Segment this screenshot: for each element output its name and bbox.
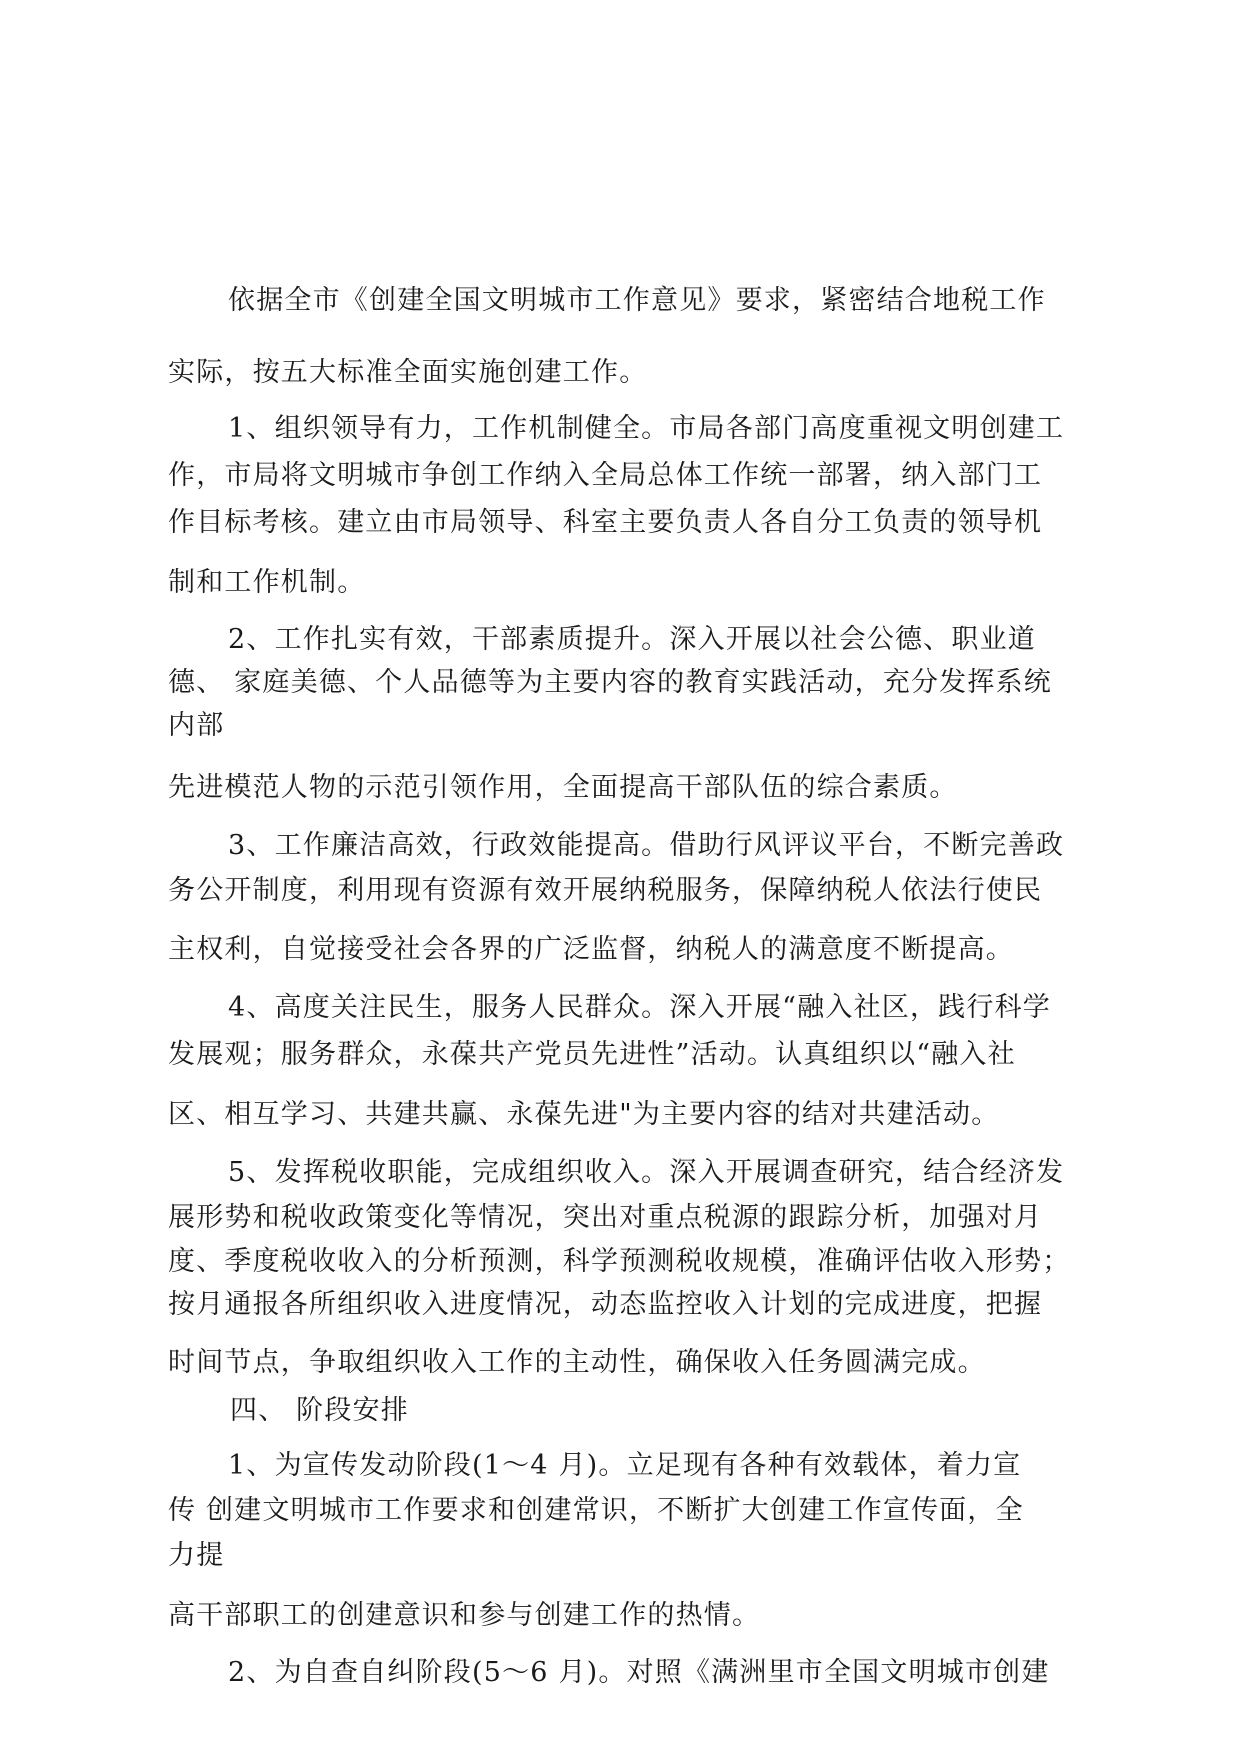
- paragraph-line: 1、为宣传发动阶段(1～4 月)。立足现有各种有效载体，着力宣: [228, 1450, 1022, 1481]
- paragraph-line: 务公开制度，利用现有资源有效开展纳税服务，保障纳税人依法行使民: [168, 875, 1043, 906]
- paragraph-line: 高干部职工的创建意识和参与创建工作的热情。: [168, 1600, 761, 1631]
- paragraph-line: 1、组织领导有力，工作机制健全。市局各部门高度重视文明创建工: [228, 413, 1065, 444]
- paragraph-line: 依据全市《创建全国文明城市工作意见》要求，紧密结合地税工作: [228, 285, 1046, 316]
- paragraph-line: 展形势和税收政策变化等情况，突出对重点税源的跟踪分析，加强对月: [168, 1202, 1043, 1233]
- paragraph-line: 时间节点，争取组织收入工作的主动性，确保收入任务圆满完成。: [168, 1347, 986, 1378]
- paragraph-line: 按月通报各所组织收入进度情况，动态监控收入计划的完成进度，把握: [168, 1289, 1043, 1320]
- paragraph-line: 度、季度税收收入的分析预测，科学预测税收规模，准确评估收入形势；: [168, 1246, 1071, 1277]
- section-heading: 四、 阶段安排: [230, 1395, 409, 1426]
- paragraph-line: 发展观；服务群众，永葆共产党员先进性”活动。认真组织以“融入社: [168, 1039, 1016, 1070]
- paragraph-line: 2、工作扎实有效，干部素质提升。深入开展以社会公德、职业道: [228, 624, 1036, 655]
- paragraph-line: 作，市局将文明城市争创工作纳入全局总体工作统一部署，纳入部门工: [168, 460, 1043, 491]
- paragraph-line: 5、发挥税收职能，完成组织收入。深入开展调查研究，结合经济发: [228, 1157, 1065, 1188]
- paragraph-line: 传 创建文明城市工作要求和创建常识，不断扩大创建工作宣传面，全: [168, 1495, 1024, 1526]
- paragraph-line: 主权利，自觉接受社会各界的广泛监督，纳税人的满意度不断提高。: [168, 934, 1014, 965]
- paragraph-line: 先进模范人物的示范引领作用，全面提高干部队伍的综合素质。: [168, 772, 958, 803]
- paragraph-line: 区、相互学习、共建共赢、永葆先进"为主要内容的结对共建活动。: [168, 1099, 1000, 1130]
- paragraph-line: 3、工作廉洁高效，行政效能提高。借助行风评议平台，不断完善政: [228, 830, 1065, 861]
- paragraph-line: 4、高度关注民生，服务人民群众。深入开展“融入社区，践行科学: [228, 992, 1051, 1023]
- paragraph-line: 内部: [168, 710, 225, 741]
- paragraph-line: 作目标考核。建立由市局领导、科室主要负责人各自分工负责的领导机: [168, 507, 1043, 538]
- paragraph-line: 实际，按五大标准全面实施创建工作。: [168, 357, 648, 388]
- paragraph-line: 制和工作机制。: [168, 567, 366, 598]
- paragraph-line: 2、为自查自纠阶段(5～6 月)。对照《满洲里市全国文明城市创建: [228, 1657, 1050, 1688]
- paragraph-line: 德、 家庭美德、个人品德等为主要内容的教育实践活动，充分发挥系统: [168, 667, 1052, 698]
- paragraph-line: 力提: [168, 1540, 225, 1571]
